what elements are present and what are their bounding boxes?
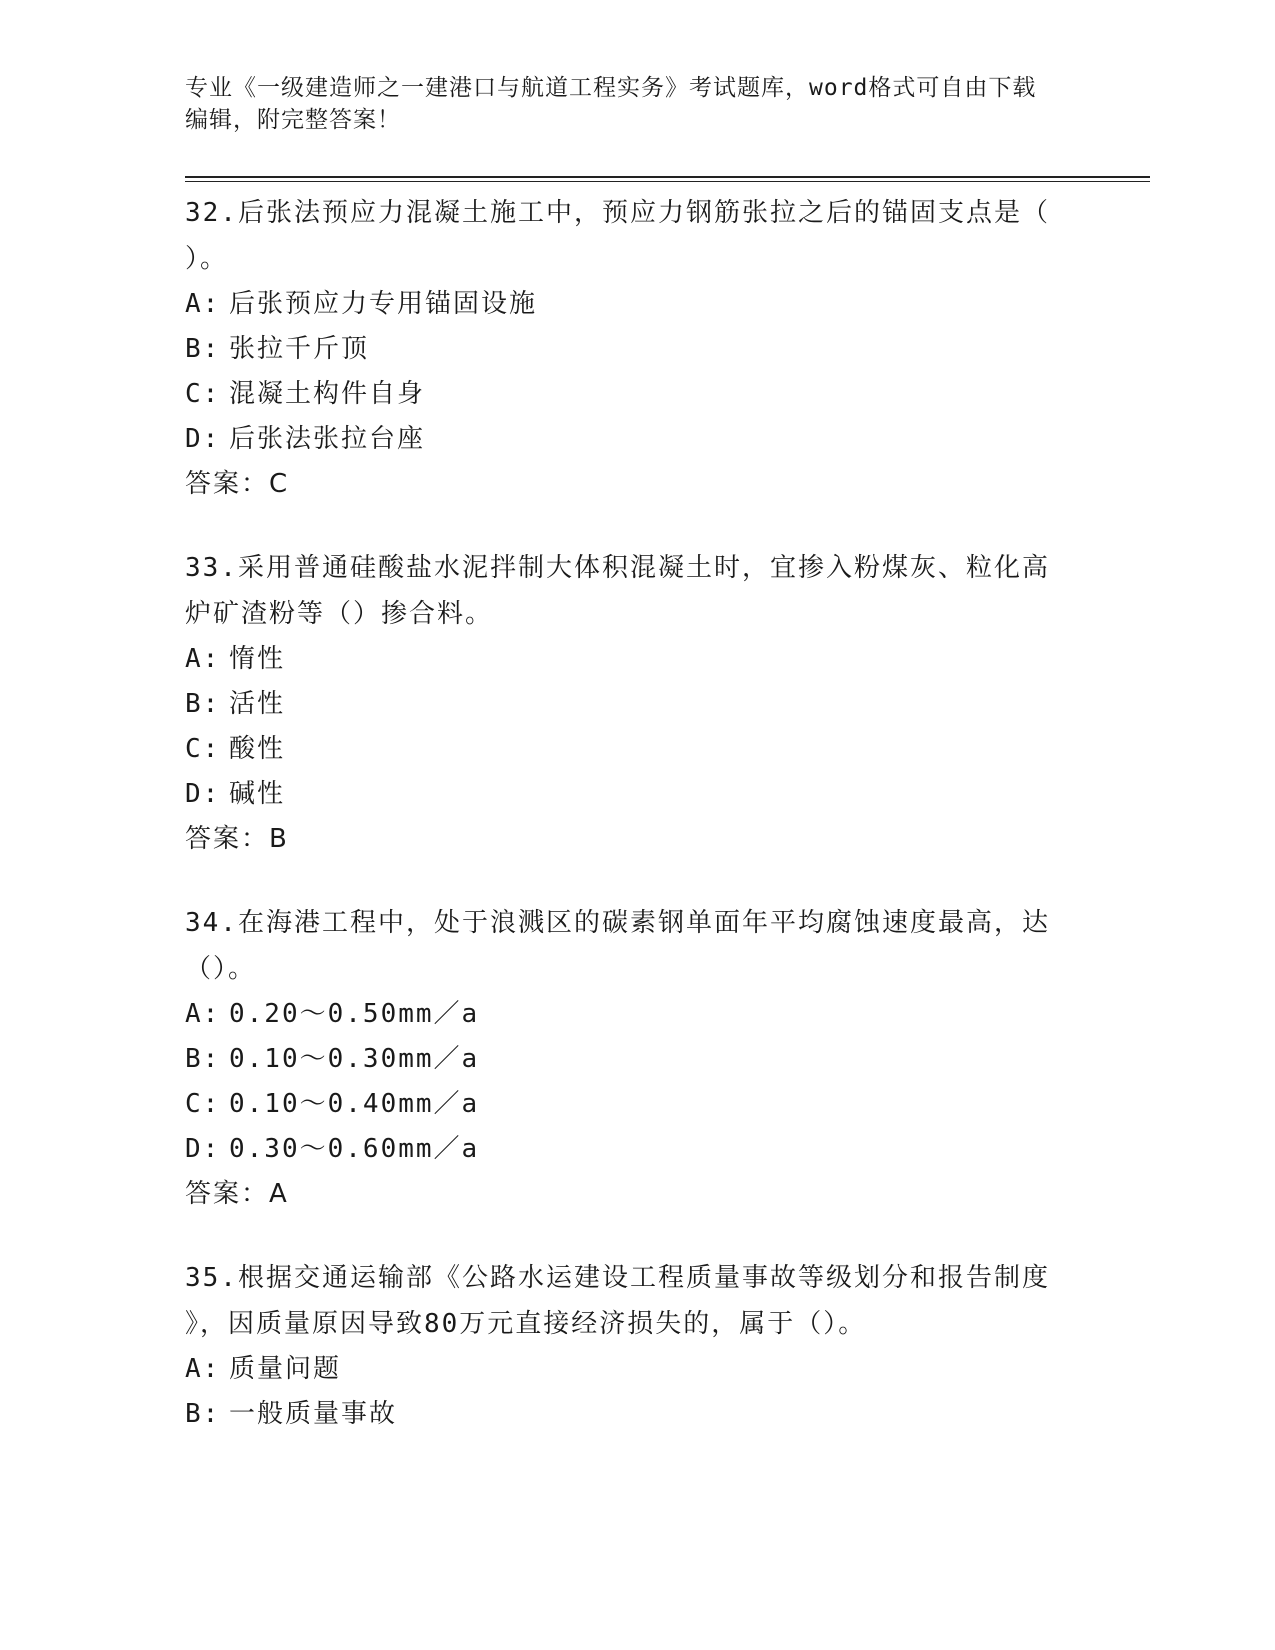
option-text: 酸性 <box>229 734 286 764</box>
question-stem-line-1: 34.在海港工程中，处于浪溅区的碳素钢单面年平均腐蚀速度最高，达 <box>185 908 1050 938</box>
option-letter: B: <box>185 1399 221 1429</box>
option-letter: C: <box>185 734 221 764</box>
option-letter: A: <box>185 289 221 319</box>
option-text: 质量问题 <box>229 1354 342 1384</box>
option-letter: D: <box>185 1134 221 1164</box>
option-text: 0.10～0.40mm／a <box>229 1089 480 1119</box>
option-text: 0.10～0.30mm／a <box>229 1044 480 1074</box>
option-letter: A: <box>185 1354 221 1384</box>
option-a <box>185 637 1065 682</box>
option-text: 活性 <box>229 689 286 719</box>
question-34 <box>185 900 1065 1217</box>
option-text: 碱性 <box>229 779 286 809</box>
option-d <box>185 1127 1065 1172</box>
option-c <box>185 1082 1065 1127</box>
option-c <box>185 727 1065 772</box>
option-c <box>185 372 1065 417</box>
answer-line: 答案：B <box>185 824 289 854</box>
header-divider-thick <box>185 176 1150 178</box>
document-header <box>185 72 1065 136</box>
option-a <box>185 1347 1065 1392</box>
option-a <box>185 992 1065 1037</box>
answer-line: 答案：C <box>185 469 290 499</box>
question-33 <box>185 545 1065 862</box>
header-line-1: 专业《一级建造师之一建港口与航道工程实务》考试题库，word格式可自由下载 <box>185 75 1037 101</box>
option-b <box>185 1392 1065 1437</box>
question-stem-line-1: 33.采用普通硅酸盐水泥拌制大体积混凝土时，宜掺入粉煤灰、粒化高 <box>185 553 1050 583</box>
option-letter: A: <box>185 644 221 674</box>
option-text: 0.30～0.60mm／a <box>229 1134 480 1164</box>
option-text: 后张法张拉台座 <box>229 424 426 454</box>
question-stem-line-1: 35.根据交通运输部《公路水运建设工程质量事故等级划分和报告制度 <box>185 1263 1050 1293</box>
option-letter: B: <box>185 689 221 719</box>
option-b <box>185 1037 1065 1082</box>
option-b <box>185 682 1065 727</box>
option-letter: B: <box>185 334 221 364</box>
question-32 <box>185 190 1065 507</box>
question-35 <box>185 1255 1065 1437</box>
option-d <box>185 772 1065 817</box>
option-text: 张拉千斤顶 <box>229 334 370 364</box>
option-text: 0.20～0.50mm／a <box>229 999 480 1029</box>
answer-line: 答案：A <box>185 1179 289 1209</box>
option-letter: A: <box>185 999 221 1029</box>
option-text: 后张预应力专用锚固设施 <box>229 289 538 319</box>
option-text: 惰性 <box>229 644 286 674</box>
question-stem-line-2: 炉矿渣粉等（）掺合料。 <box>185 599 494 629</box>
question-stem-line-2: （）。 <box>185 954 257 984</box>
option-text: 一般质量事故 <box>229 1399 398 1429</box>
question-stem-line-2: 》，因质量原因导致80万元直接经济损失的，属于（）。 <box>185 1309 867 1339</box>
header-line-2: 编辑，附完整答案！ <box>185 107 401 133</box>
option-letter: D: <box>185 424 221 454</box>
option-a <box>185 282 1065 327</box>
option-b <box>185 327 1065 372</box>
question-stem-line-1: 32.后张法预应力混凝土施工中，预应力钢筋张拉之后的锚固支点是（ <box>185 198 1050 228</box>
header-divider-thin <box>185 181 1150 182</box>
option-letter: B: <box>185 1044 221 1074</box>
option-letter: C: <box>185 379 221 409</box>
question-list <box>185 190 1065 1475</box>
question-stem-line-2: ）。 <box>185 244 229 274</box>
option-text: 混凝土构件自身 <box>229 379 426 409</box>
option-d <box>185 417 1065 462</box>
option-letter: D: <box>185 779 221 809</box>
option-letter: C: <box>185 1089 221 1119</box>
